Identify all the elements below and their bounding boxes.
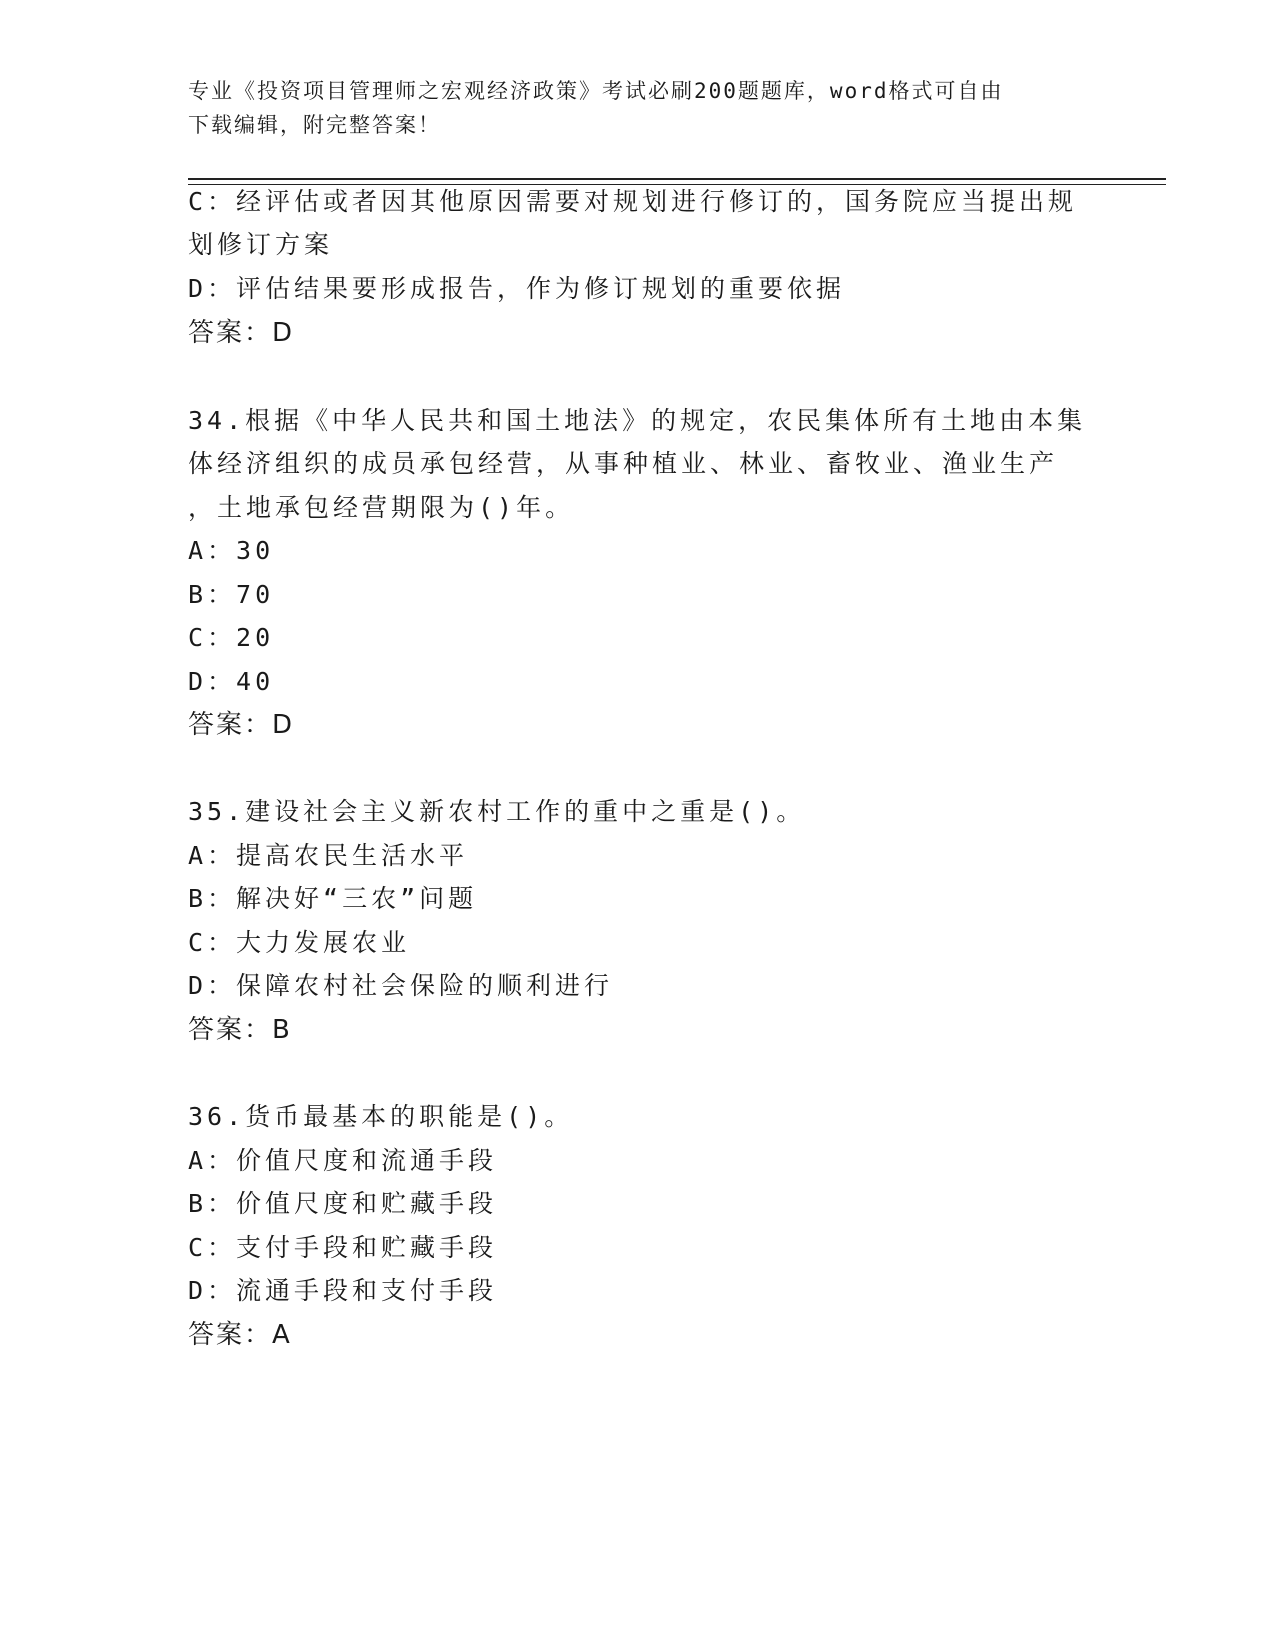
q36-option-d: D：流通手段和支付手段: [188, 1276, 498, 1305]
q36-option-b: B：价值尺度和贮藏手段: [188, 1189, 498, 1218]
q34-option-d: D：40: [188, 667, 275, 696]
q34-option-b: B：70: [188, 580, 275, 609]
q36-option-a: A：价值尺度和流通手段: [188, 1146, 498, 1175]
q34-stem-line3: ，土地承包经营期限为()年。: [188, 493, 575, 522]
q33-option-d: D：评估结果要形成报告，作为修订规划的重要依据: [188, 274, 846, 303]
q36-option-c: C：支付手段和贮藏手段: [188, 1233, 498, 1262]
q35-option-b: B：解决好“三农”问题: [188, 884, 478, 913]
q35-option-a: A：提高农民生活水平: [188, 841, 469, 870]
header-divider-thick: [188, 178, 1166, 180]
document-header: [188, 74, 1068, 142]
q33-option-c-line1: C：经评估或者因其他原因需要对规划进行修订的，国务院应当提出规: [188, 187, 1078, 216]
q34-option-a: A：30: [188, 536, 275, 565]
header-divider-thin: [188, 184, 1166, 185]
q35-option-c: C：大力发展农业: [188, 928, 411, 957]
q34-option-c: C：20: [188, 623, 275, 652]
q35-answer: 答案：B: [188, 1015, 292, 1045]
q34-answer: 答案：D: [188, 710, 295, 740]
q34-stem-line2: 体经济组织的成员承包经营，从事种植业、林业、畜牧业、渔业生产: [188, 449, 1059, 478]
q33-option-c-line2: 划修订方案: [188, 230, 334, 259]
q35-stem: 35.建设社会主义新农村工作的重中之重是()。: [188, 797, 806, 826]
q36-answer: 答案：A: [188, 1320, 292, 1350]
q34-stem-line1: 34.根据《中华人民共和国土地法》的规定，农民集体所有土地由本集: [188, 406, 1087, 435]
header-line-1: 专业《投资项目管理师之宏观经济政策》考试必刷200题题库，word格式可自由: [188, 79, 1004, 103]
q36-stem: 36.货币最基本的职能是()。: [188, 1102, 574, 1131]
header-line-2: 下载编辑，附完整答案！: [188, 113, 441, 137]
q33-answer: 答案：D: [188, 318, 295, 348]
q35-option-d: D：保障农村社会保险的顺利进行: [188, 971, 614, 1000]
